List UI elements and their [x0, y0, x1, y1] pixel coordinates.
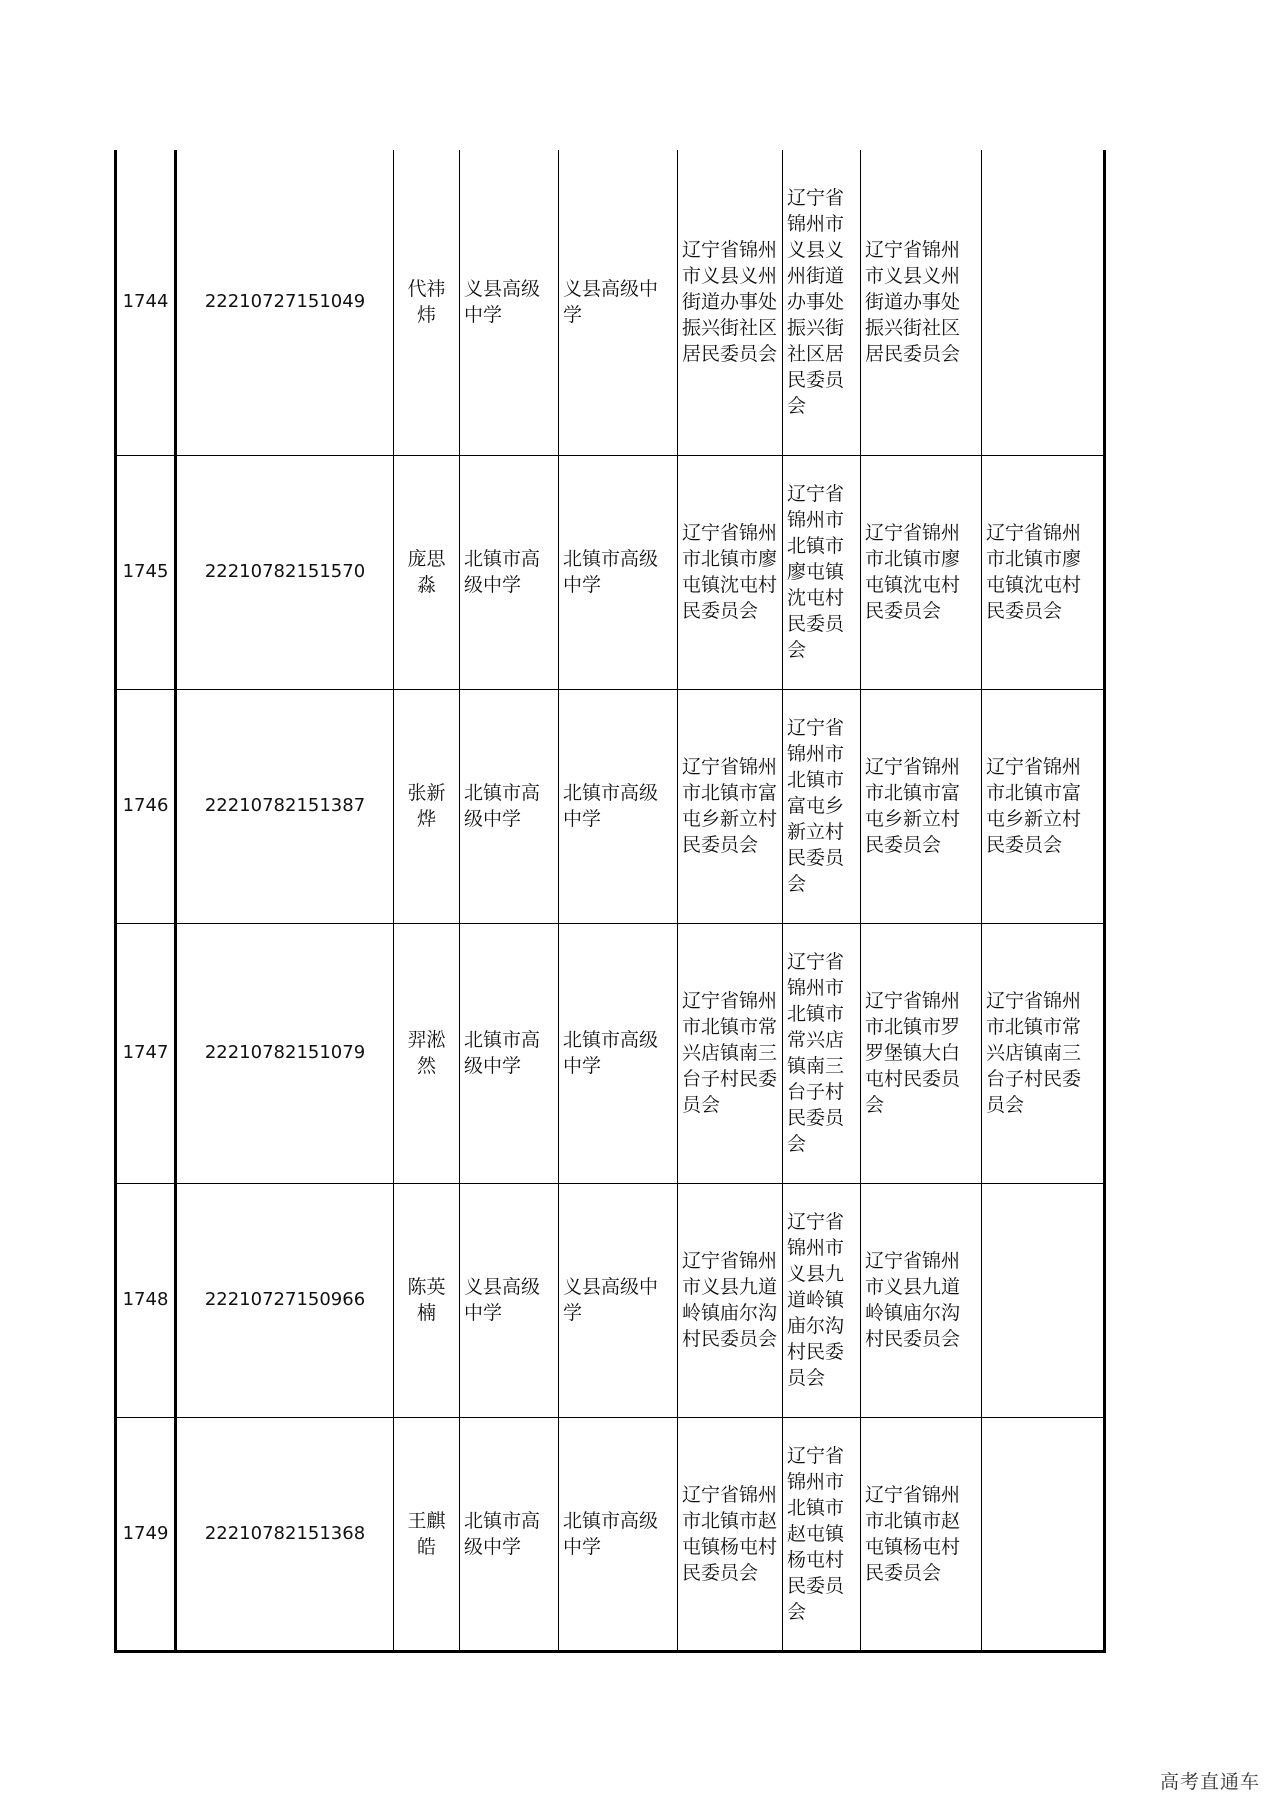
- extra-address-cell: [982, 1183, 1105, 1417]
- name-cell: 陈英楠: [394, 1183, 460, 1417]
- school-cell: 北镇市高级中学: [460, 923, 559, 1183]
- seq-cell: 1745: [116, 455, 176, 689]
- table-row: [116, 455, 1105, 689]
- watermark-text: 高考直通车: [1159, 1771, 1260, 1793]
- seq-cell: 1749: [116, 1417, 176, 1651]
- household-address-cell: 辽宁省锦州市义县九道岭镇庙尔沟村民委员会: [678, 1183, 783, 1417]
- table-row: [116, 689, 1105, 923]
- exam-id-cell: 22210727150966: [176, 1183, 394, 1417]
- residence-address-cell: 辽宁省锦州市北镇市廖屯镇沈屯村民委员会: [783, 455, 861, 689]
- records-table: [114, 150, 1106, 1653]
- household-address-cell: 辽宁省锦州市北镇市赵屯镇杨屯村民委员会: [678, 1417, 783, 1651]
- table-body: [116, 150, 1105, 1651]
- current-school-cell: 北镇市高级中学: [559, 689, 678, 923]
- guardian-address-cell: 辽宁省锦州市北镇市罗罗堡镇大白屯村民委员会: [861, 923, 982, 1183]
- household-address-cell: 辽宁省锦州市北镇市富屯乡新立村民委员会: [678, 689, 783, 923]
- extra-address-cell: 辽宁省锦州市北镇市常兴店镇南三台子村民委员会: [982, 923, 1105, 1183]
- name-cell: 庞思淼: [394, 455, 460, 689]
- school-cell: 义县高级中学: [460, 1183, 559, 1417]
- guardian-address-cell: 辽宁省锦州市北镇市富屯乡新立村民委员会: [861, 689, 982, 923]
- name-cell: 代祎炜: [394, 150, 460, 455]
- residence-address-cell: 辽宁省锦州市北镇市富屯乡新立村民委员会: [783, 689, 861, 923]
- name-cell: 羿淞然: [394, 923, 460, 1183]
- school-cell: 义县高级中学: [460, 150, 559, 455]
- extra-address-cell: [982, 1417, 1105, 1651]
- residence-address-cell: 辽宁省锦州市义县九道岭镇庙尔沟村民委员会: [783, 1183, 861, 1417]
- current-school-cell: 北镇市高级中学: [559, 1417, 678, 1651]
- household-address-cell: 辽宁省锦州市北镇市常兴店镇南三台子村民委员会: [678, 923, 783, 1183]
- exam-id-cell: 22210727151049: [176, 150, 394, 455]
- seq-cell: 1746: [116, 689, 176, 923]
- table-row: [116, 150, 1105, 455]
- seq-cell: 1748: [116, 1183, 176, 1417]
- residence-address-cell: 辽宁省锦州市北镇市赵屯镇杨屯村民委员会: [783, 1417, 861, 1651]
- extra-address-cell: 辽宁省锦州市北镇市富屯乡新立村民委员会: [982, 689, 1105, 923]
- seq-cell: 1744: [116, 150, 176, 455]
- exam-id-cell: 22210782151079: [176, 923, 394, 1183]
- guardian-address-cell: 辽宁省锦州市北镇市廖屯镇沈屯村民委员会: [861, 455, 982, 689]
- exam-id-cell: 22210782151368: [176, 1417, 394, 1651]
- name-cell: 张新烨: [394, 689, 460, 923]
- school-cell: 北镇市高级中学: [460, 455, 559, 689]
- name-cell: 王麒皓: [394, 1417, 460, 1651]
- extra-address-cell: [982, 150, 1105, 455]
- exam-id-cell: 22210782151570: [176, 455, 394, 689]
- residence-address-cell: 辽宁省锦州市义县义州街道办事处振兴街社区居民委员会: [783, 150, 861, 455]
- current-school-cell: 北镇市高级中学: [559, 455, 678, 689]
- guardian-address-cell: 辽宁省锦州市义县义州街道办事处振兴街社区居民委员会: [861, 150, 982, 455]
- school-cell: 北镇市高级中学: [460, 689, 559, 923]
- current-school-cell: 义县高级中学: [559, 150, 678, 455]
- guardian-address-cell: 辽宁省锦州市北镇市赵屯镇杨屯村民委员会: [861, 1417, 982, 1651]
- guardian-address-cell: 辽宁省锦州市义县九道岭镇庙尔沟村民委员会: [861, 1183, 982, 1417]
- table-row: [116, 1183, 1105, 1417]
- household-address-cell: 辽宁省锦州市义县义州街道办事处振兴街社区居民委员会: [678, 150, 783, 455]
- current-school-cell: 北镇市高级中学: [559, 923, 678, 1183]
- table-row: [116, 1417, 1105, 1651]
- school-cell: 北镇市高级中学: [460, 1417, 559, 1651]
- seq-cell: 1747: [116, 923, 176, 1183]
- table-row: [116, 923, 1105, 1183]
- residence-address-cell: 辽宁省锦州市北镇市常兴店镇南三台子村民委员会: [783, 923, 861, 1183]
- exam-id-cell: 22210782151387: [176, 689, 394, 923]
- extra-address-cell: 辽宁省锦州市北镇市廖屯镇沈屯村民委员会: [982, 455, 1105, 689]
- household-address-cell: 辽宁省锦州市北镇市廖屯镇沈屯村民委员会: [678, 455, 783, 689]
- current-school-cell: 义县高级中学: [559, 1183, 678, 1417]
